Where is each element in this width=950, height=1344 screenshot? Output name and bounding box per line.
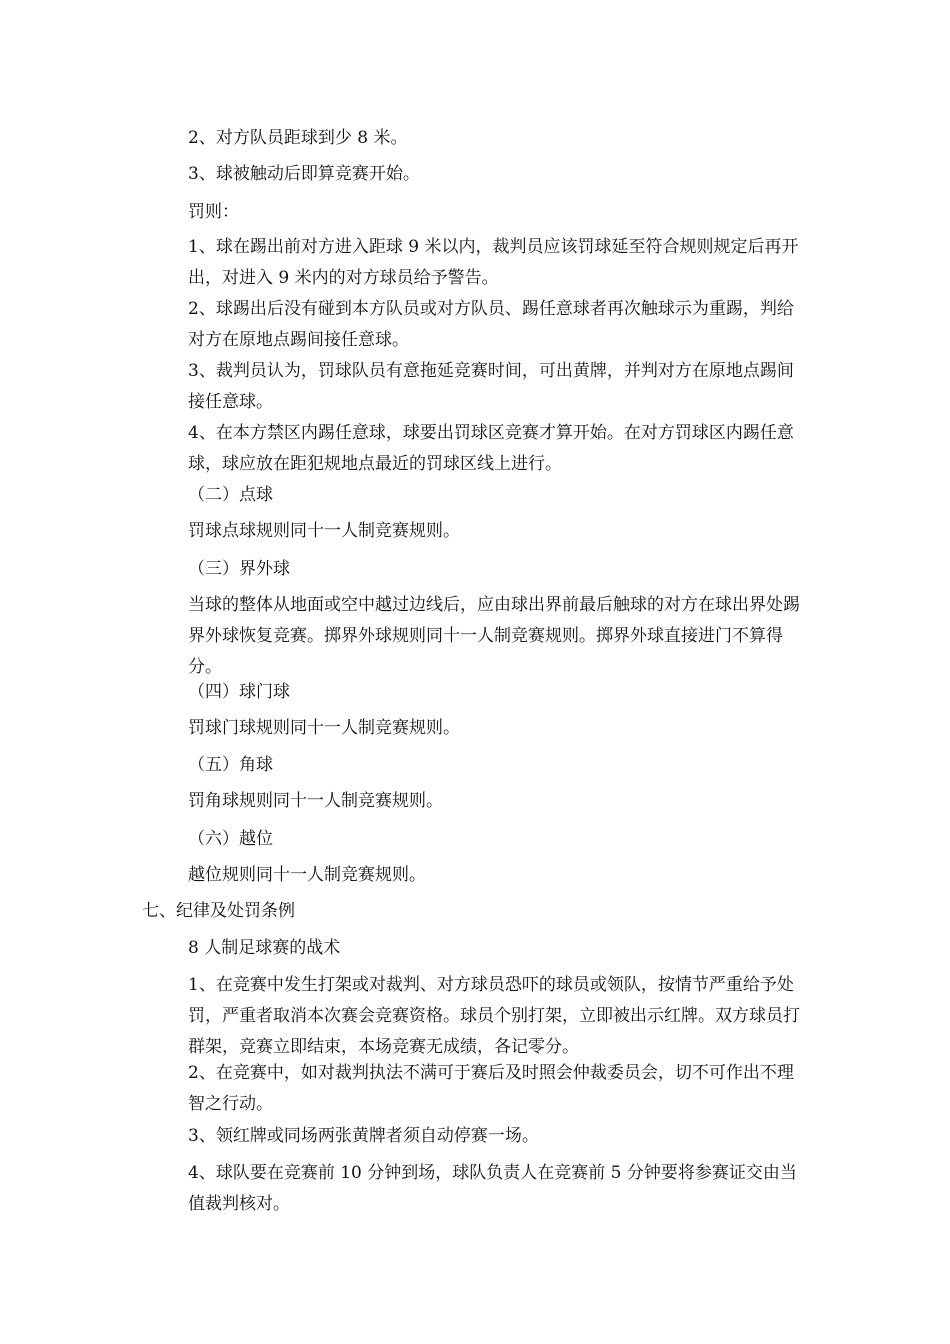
- paragraph: 3、裁判员认为，罚球队员有意拖延竞赛时间，可出黄牌，并判对方在原地点踢间接任意球。: [188, 361, 794, 412]
- paragraph: 3、领红牌或同场两张黄牌者须自动停赛一场。: [188, 1126, 539, 1146]
- paragraph: 2、对方队员距球到少 8 米。: [188, 128, 408, 148]
- section-heading: 七、纪律及处罚条例: [142, 901, 295, 921]
- paragraph: 3、球被触动后即算竞赛开始。: [188, 164, 420, 184]
- paragraph: 罚球点球规则同十一人制竞赛规则。: [188, 521, 460, 541]
- paragraph: 当球的整体从地面或空中越过边线后，应由球出界前最后触球的对方在球出界处踢界外球恢复竞赛。掷界外球规则同十一人制竞赛规则。掷界外球直接进门不算得分。: [188, 595, 800, 677]
- paragraph: 4、在本方禁区内踢任意球，球要出罚球区竞赛才算开始。在对方罚球区内踢任意球，球应放在距犯规地点最近的罚球区线上进行。: [188, 423, 794, 474]
- subsection-heading: （四）球门球: [188, 682, 290, 702]
- paragraph: 越位规则同十一人制竞赛规则。: [188, 865, 426, 885]
- paragraph: 2、在竞赛中，如对裁判执法不满可于赛后及时照会仲裁委员会，切不可作出不理智之行动。: [188, 1063, 794, 1114]
- subsection-heading: （二）点球: [188, 485, 273, 505]
- paragraph: 罚球门球规则同十一人制竞赛规则。: [188, 718, 460, 738]
- subsection-heading: （六）越位: [188, 829, 273, 849]
- paragraph: 8 人制足球赛的战术: [188, 938, 341, 958]
- paragraph: 4、球队要在竞赛前 10 分钟到场，球队负责人在竞赛前 5 分钟要将参赛证交由当值裁判核对。: [188, 1163, 797, 1214]
- paragraph: 2、球踢出后没有碰到本方队员或对方队员、踢任意球者再次触球示为重踢，判给对方在原地点踢间接任意球。: [188, 299, 794, 350]
- paragraph: 1、球在踢出前对方进入距球 9 米以内，裁判员应该罚球延至符合规则规定后再开出，对进入 9 米内的对方球员给予警告。: [188, 237, 799, 288]
- subsection-heading: （三）界外球: [188, 559, 290, 579]
- paragraph: 1、在竞赛中发生打架或对裁判、对方球员恐吓的球员或领队，按情节严重给予处罚，严重者取消本次赛会竞赛资格。球员个别打架，立即被出示红牌。双方球员打群架，竞赛立即结束，本场竞赛无成绩，各记零分。: [188, 975, 800, 1057]
- paragraph: 罚角球规则同十一人制竞赛规则。: [188, 791, 443, 811]
- paragraph-heading: 罚则：: [188, 202, 239, 222]
- subsection-heading: （五）角球: [188, 755, 273, 775]
